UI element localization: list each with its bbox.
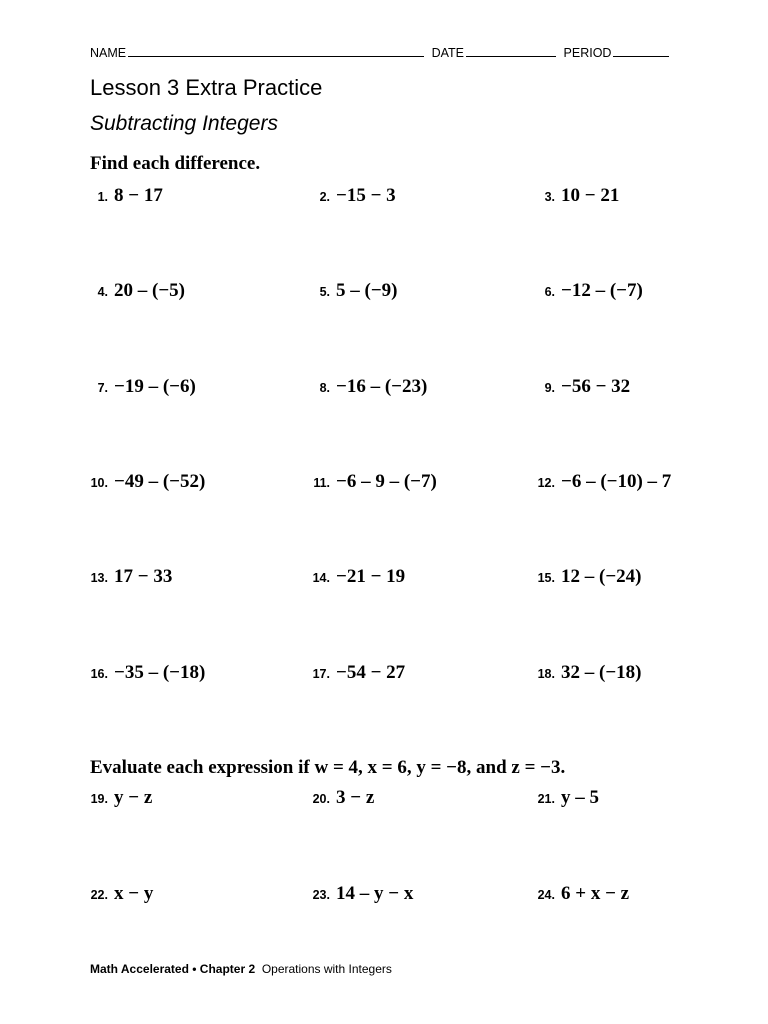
- problem-expression: −49 – (−52): [114, 470, 206, 492]
- problem-item: [312, 471, 437, 493]
- problem-item: [90, 376, 196, 398]
- date-label: DATE: [431, 46, 465, 60]
- lesson-subtitle: Subtracting Integers: [90, 112, 278, 135]
- problem-expression: x − y: [114, 882, 154, 904]
- problem-number: 8.: [319, 380, 330, 395]
- problem-item: [312, 280, 397, 302]
- problem-item: [537, 662, 641, 684]
- problem-item: [312, 883, 413, 905]
- problem-number: 24.: [537, 887, 555, 902]
- period-blank[interactable]: [613, 45, 669, 57]
- problem-expression: 32 – (−18): [561, 661, 642, 683]
- problem-item: [312, 662, 405, 684]
- problem-expression: −6 – (−10) – 7: [561, 470, 672, 492]
- problem-number: 17.: [312, 666, 330, 681]
- problem-expression: 8 − 17: [114, 185, 163, 206]
- problem-number: 3.: [544, 190, 555, 204]
- problem-expression: 17 − 33: [114, 566, 173, 588]
- problem-expression: −6 – 9 – (−7): [336, 470, 437, 492]
- problem-expression: −35 – (−18): [114, 661, 206, 683]
- problem-item: [537, 566, 641, 588]
- problem-expression: −19 – (−6): [114, 375, 196, 397]
- problem-item: [90, 883, 153, 905]
- section1-instructions: Find each difference.: [90, 153, 261, 174]
- problem-expression: −21 − 19: [336, 566, 406, 588]
- problem-number: 23.: [312, 887, 330, 902]
- problem-item: [90, 787, 152, 809]
- date-blank[interactable]: [466, 45, 556, 57]
- problem-item: [537, 376, 630, 398]
- problem-number: 21.: [537, 792, 555, 806]
- problem-number: 5.: [319, 285, 330, 300]
- problem-expression: −56 − 32: [561, 375, 631, 397]
- problem-expression: 12 – (−24): [561, 566, 642, 588]
- problem-expression: 6 + x − z: [561, 882, 630, 904]
- problem-item: [90, 566, 172, 588]
- problem-expression: 20 – (−5): [114, 280, 185, 302]
- problem-expression: −54 − 27: [336, 661, 406, 683]
- problem-number: 10.: [90, 475, 108, 490]
- problem-item: [537, 280, 643, 302]
- problem-expression: −12 – (−7): [561, 280, 643, 302]
- problem-number: 7.: [97, 380, 108, 395]
- problem-expression: −15 − 3: [336, 185, 396, 206]
- problem-number: 18.: [537, 666, 555, 681]
- problem-item: [90, 280, 185, 302]
- problem-expression: 5 – (−9): [336, 280, 398, 302]
- problem-number: 16.: [90, 666, 108, 681]
- problem-item: [312, 566, 405, 588]
- problem-item: [537, 471, 671, 493]
- problem-number: 22.: [90, 887, 108, 902]
- problem-expression: y − z: [114, 787, 153, 808]
- name-label: NAME: [90, 46, 127, 60]
- lesson-title: Lesson 3 Extra Practice: [90, 75, 323, 100]
- name-blank[interactable]: [128, 45, 424, 57]
- problem-expression: 14 – y − x: [336, 882, 414, 904]
- footer-chapter-title: Operations with Integers: [261, 962, 392, 976]
- problem-number: 4.: [97, 285, 108, 300]
- problem-item: [90, 185, 163, 207]
- problem-number: 6.: [544, 285, 555, 300]
- problem-number: 12.: [537, 475, 555, 490]
- problem-item: [90, 662, 205, 684]
- problem-number: 13.: [90, 571, 108, 586]
- problem-item: [312, 787, 374, 809]
- problem-number: 11.: [313, 475, 330, 490]
- problem-expression: −16 – (−23): [336, 375, 428, 397]
- problem-number: 2.: [319, 190, 330, 204]
- problem-number: 20.: [312, 792, 330, 806]
- problem-item: [90, 471, 205, 493]
- problem-number: 1.: [97, 190, 108, 204]
- page-footer: [90, 962, 392, 976]
- student-info-line: [90, 45, 690, 60]
- problem-number: 9.: [544, 380, 555, 395]
- problem-number: 19.: [90, 792, 108, 806]
- problem-number: 14.: [312, 571, 330, 586]
- problem-number: 15.: [537, 571, 555, 586]
- problem-item: [537, 185, 619, 207]
- problem-item: [537, 883, 629, 905]
- problem-item: [312, 185, 396, 207]
- problem-expression: 10 − 21: [561, 185, 620, 206]
- problem-item: [312, 376, 427, 398]
- footer-course: Math Accelerated • Chapter 2: [90, 962, 256, 976]
- period-label: PERIOD: [563, 46, 612, 60]
- problem-item: [537, 787, 599, 809]
- problem-expression: 3 − z: [336, 787, 375, 808]
- section2-instructions: [90, 757, 565, 779]
- section2-instructions-text: Evaluate each expression if w = 4, x = 6, y = −8, and z = −3.: [90, 757, 566, 778]
- problem-expression: y – 5: [561, 787, 599, 808]
